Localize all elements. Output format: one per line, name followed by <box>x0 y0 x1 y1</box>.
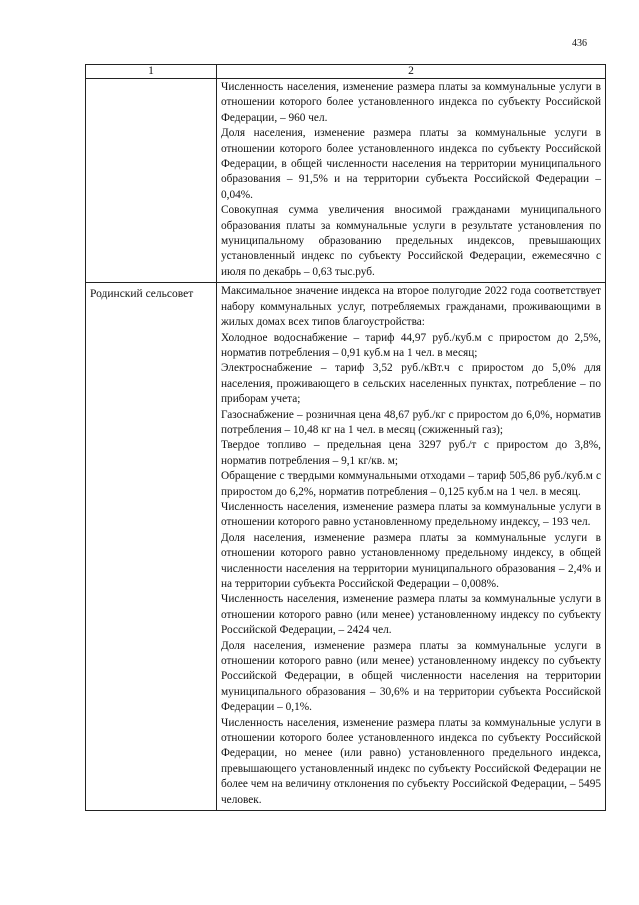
description-paragraph: Численность населения, изменение размера платы за коммунальные услуги в отношении которого более установленного индекса по субъекту Российской Федерации, но менее (или равно) установленного предельного индекса, превышающего установленный индекс по субъекту Российской Федерации не более чем на величину отклонения по субъекту Российской Федерации, – 5495 человек. <box>221 716 601 806</box>
description-paragraph: Доля населения, изменение размера платы за коммунальные услуги в отношении которого равно установленному предельному индексу, в общей численности населения на территории муниципального образования – 2,4% и на территории субъекта Российской Федерации – 0,008%. <box>221 531 601 590</box>
column-header: 1 <box>86 65 217 79</box>
description-paragraph: Твердое топливо – предельная цена 3297 руб./т с приростом до 3,8%, норматив потребления – 9,1 кг/кв. м; <box>221 439 601 467</box>
page-number: 436 <box>572 38 587 49</box>
description-paragraph: Максимальное значение индекса на второе полугодие 2022 года соответствует набору коммунальных услуг, потребляемых гражданами, проживающими в жилых домах всех типов благоустройства: <box>221 285 601 329</box>
municipality-name-cell <box>86 79 217 283</box>
table-row <box>86 283 606 811</box>
description-paragraph: Совокупная сумма увеличения вносимой гражданами муниципального образования платы за коммунальные услуги в результате установления по муниципальному образованию предельных индексов, превышающих установленный индекс по субъекту Российской Федерации, ежемесячно с июля по декабрь – 0,63 тыс.руб. <box>221 204 601 278</box>
description-paragraph: Обращение с твердыми коммунальными отходами – тариф 505,86 руб./куб.м с приростом до 6,2%, норматив потребления – 0,125 куб.м на 1 чел. в месяц. <box>221 470 601 498</box>
municipality-name-cell <box>86 283 217 811</box>
description-paragraph: Доля населения, изменение размера платы за коммунальные услуги в отношении которого равно (или менее) установленному индексу по субъекту Российской Федерации, в общей численности населения на территории муниципального образования – 30,6% и на территории субъекта Российской Федерации – 0,1%. <box>221 639 601 714</box>
description-paragraph: Доля населения, изменение размера платы за коммунальные услуги в отношении которого более установленного индекса по субъекту Российской Федерации, в общей численности населения на территории муниципального образования – 91,5% и на территории субъекта Российской Федерации – 0,04%. <box>221 127 601 201</box>
description-cell <box>217 283 606 811</box>
document-table <box>85 64 606 811</box>
description-paragraph: Численность населения, изменение размера платы за коммунальные услуги в отношении которого более установленного индекса по субъекту Российской Федерации, – 960 чел. <box>221 81 601 124</box>
description-paragraph: Электроснабжение – тариф 3,52 руб./кВт.ч с приростом до 5,0% для населения, проживающего в сельских населенных пунктах, потребление – по приборам учета; <box>221 362 601 406</box>
description-cell <box>217 79 606 283</box>
description-paragraph: Холодное водоснабжение – тариф 44,97 руб./куб.м с приростом до 2,5%, норматив потребления – 0,91 куб.м на 1 чел. в месяц; <box>221 331 601 359</box>
municipality-name: Родинский сельсовет <box>90 288 194 301</box>
description-paragraph: Газоснабжение – розничная цена 48,67 руб./кг с приростом до 6,0%, норматив потребления – 10,48 кг на 1 чел. в месяц (сжиженный газ); <box>221 408 601 436</box>
column-header: 2 <box>217 65 606 79</box>
description-paragraph: Численность населения, изменение размера платы за коммунальные услуги в отношении которого равно установленному предельному индексу, – 193 чел. <box>221 500 601 529</box>
description-paragraph: Численность населения, изменение размера платы за коммунальные услуги в отношении которого равно (или менее) установленному индексу по субъекту Российской Федерации, – 2424 чел. <box>221 593 601 637</box>
table-row <box>86 79 606 283</box>
table-header-row <box>86 65 606 79</box>
